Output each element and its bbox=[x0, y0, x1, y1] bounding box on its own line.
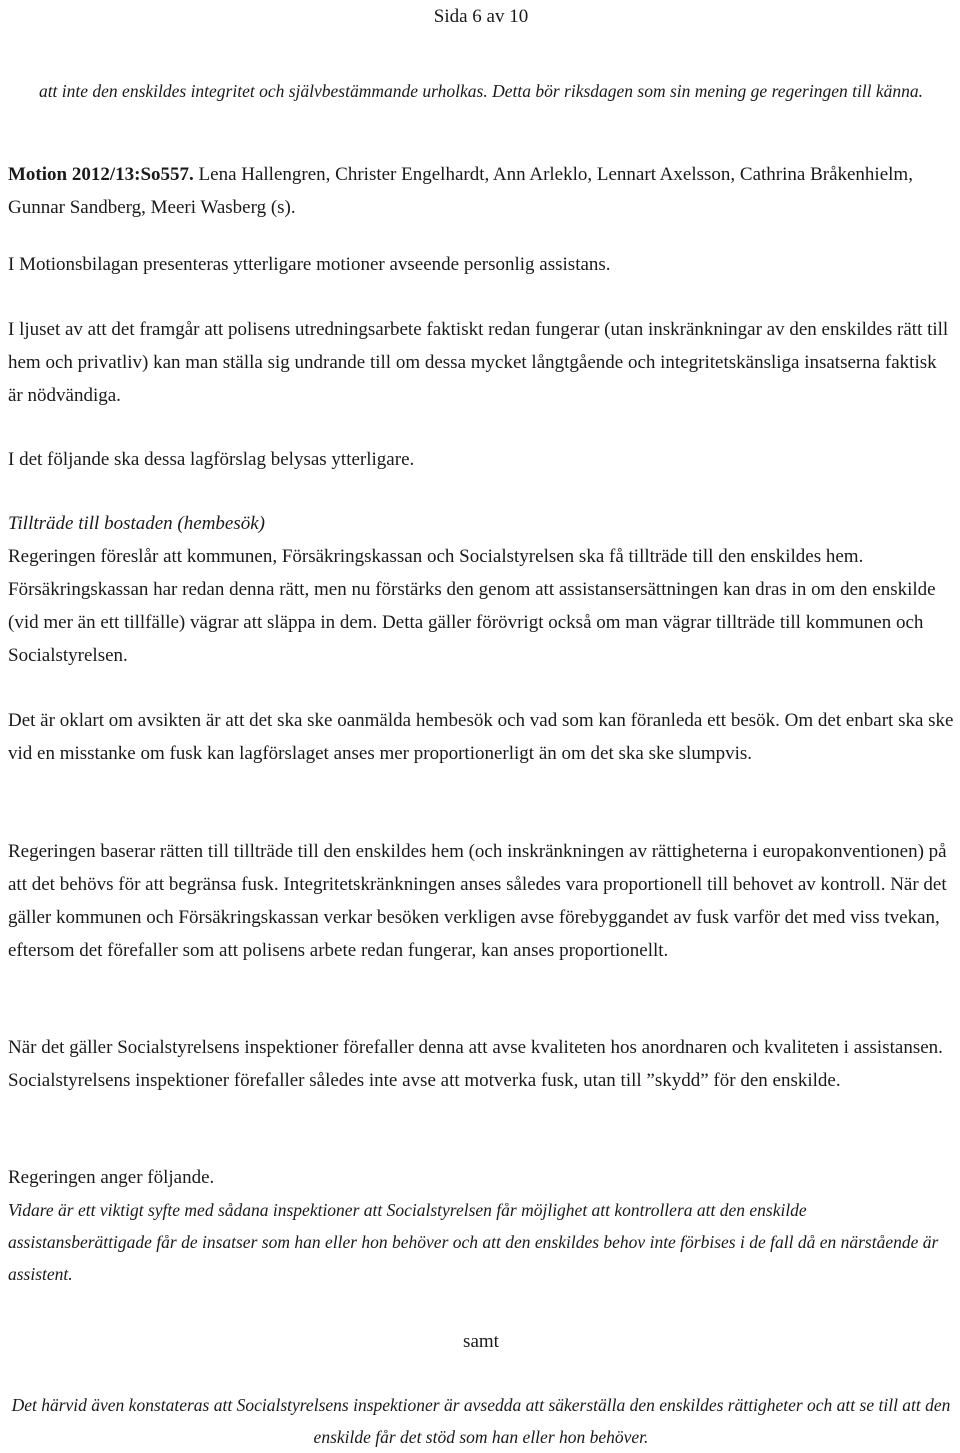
motionsbilagan-paragraph: I Motionsbilagan presenteras ytterligare motioner avseende personlig assistans. bbox=[8, 254, 611, 275]
foljande-paragraph: I det följande ska dessa lagförslag belysas ytterligare. bbox=[8, 449, 415, 470]
motion-authors: Lena Hallengren, Christer Engelhardt, Ann Arleklo, Lennart Axelsson, Cathrina Bråkenhielm, Gunnar Sandberg, Meeri Wasberg (s). bbox=[8, 164, 913, 218]
regeringen-foreslar-paragraph: Regeringen föreslår att kommunen, Försäkringskassan och Socialstyrelsen ska få tillträde till den enskildes hem. Försäkringskassan har redan denna rätt, men nu förstärks den genom att assistansersättningen kan dras in om den enskilde (vid mer än ett tillfälle) vägrar att släppa in dem. Detta gäller förövrigt också om man vägrar tillträde till kommunen och Socialstyrelsen. bbox=[8, 546, 936, 666]
samt-line: samt bbox=[463, 1331, 499, 1352]
section-heading: Tillträde till bostaden (hembesök) bbox=[8, 513, 266, 534]
oklart-paragraph: Det är oklart om avsikten är att det ska ske oanmälda hembesök och vad som kan föranleda ett besök. Om det enbart ska ske vid en misstanke om fusk kan lagförslaget anses mer proportionerligt än om det ska ske slumpvis. bbox=[8, 710, 954, 764]
anger-paragraph: Regeringen anger följande. bbox=[8, 1167, 215, 1188]
ljuset-paragraph: I ljuset av att det framgår att polisens utredningsarbete faktiskt redan fungerar (utan inskränkningar av den enskildes rätt till hem och privatliv) kan man ställa sig undrande till om dessa mycket långtgående och integritetskänsliga insatserna faktisk är nödvändiga. bbox=[8, 319, 949, 406]
motion-label: Motion 2012/13:So557. bbox=[8, 164, 194, 185]
socialstyrelsen-paragraph: När det gäller Socialstyrelsens inspektioner förefaller denna att avse kvaliteten hos anordnaren och kvaliteten i assistansen. Socialstyrelsens inspektioner förefaller således inte avse att motverka fusk, utan till ”skydd” för den enskilde. bbox=[8, 1037, 943, 1091]
baserar-paragraph: Regeringen baserar rätten till tillträde till den enskildes hem (och inskränkningen av rättigheterna i europakonventionen) på att det behövs för att begränsa fusk. Integritetskränkningen anses således vara proportionell till behovet av kontroll. När det gäller kommunen och Försäkringskassan verkar besöken verkligen avse förebyggandet av fusk varför det med viss tvekan, eftersom det förefaller som att polisens arbete redan fungerar, kan anses proportionellt. bbox=[8, 841, 947, 961]
motion-paragraph bbox=[8, 158, 954, 224]
page-indicator: Sida 6 av 10 bbox=[433, 6, 529, 27]
vidare-italic-paragraph: Vidare är ett viktigt syfte med sådana inspektioner att Socialstyrelsen får möjlighet att kontrollera att den enskilde assistansberättigade får de insatser som han eller hon behöver och att den enskildes behov inte förbises i de fall då en närstående är assistent. bbox=[8, 1200, 939, 1284]
final-italic-paragraph: Det härvid även konstateras att Socialstyrelsens inspektioner är avsedda att säkerställa den enskildes rättigheter och att se till att den enskilde får det stöd som han eller hon behöver. bbox=[11, 1395, 951, 1447]
intro-italic-paragraph: att inte den enskildes integritet och självbestämmande urholkas. Detta bör riksdagen som sin mening ge regeringen till känna. bbox=[38, 81, 924, 101]
